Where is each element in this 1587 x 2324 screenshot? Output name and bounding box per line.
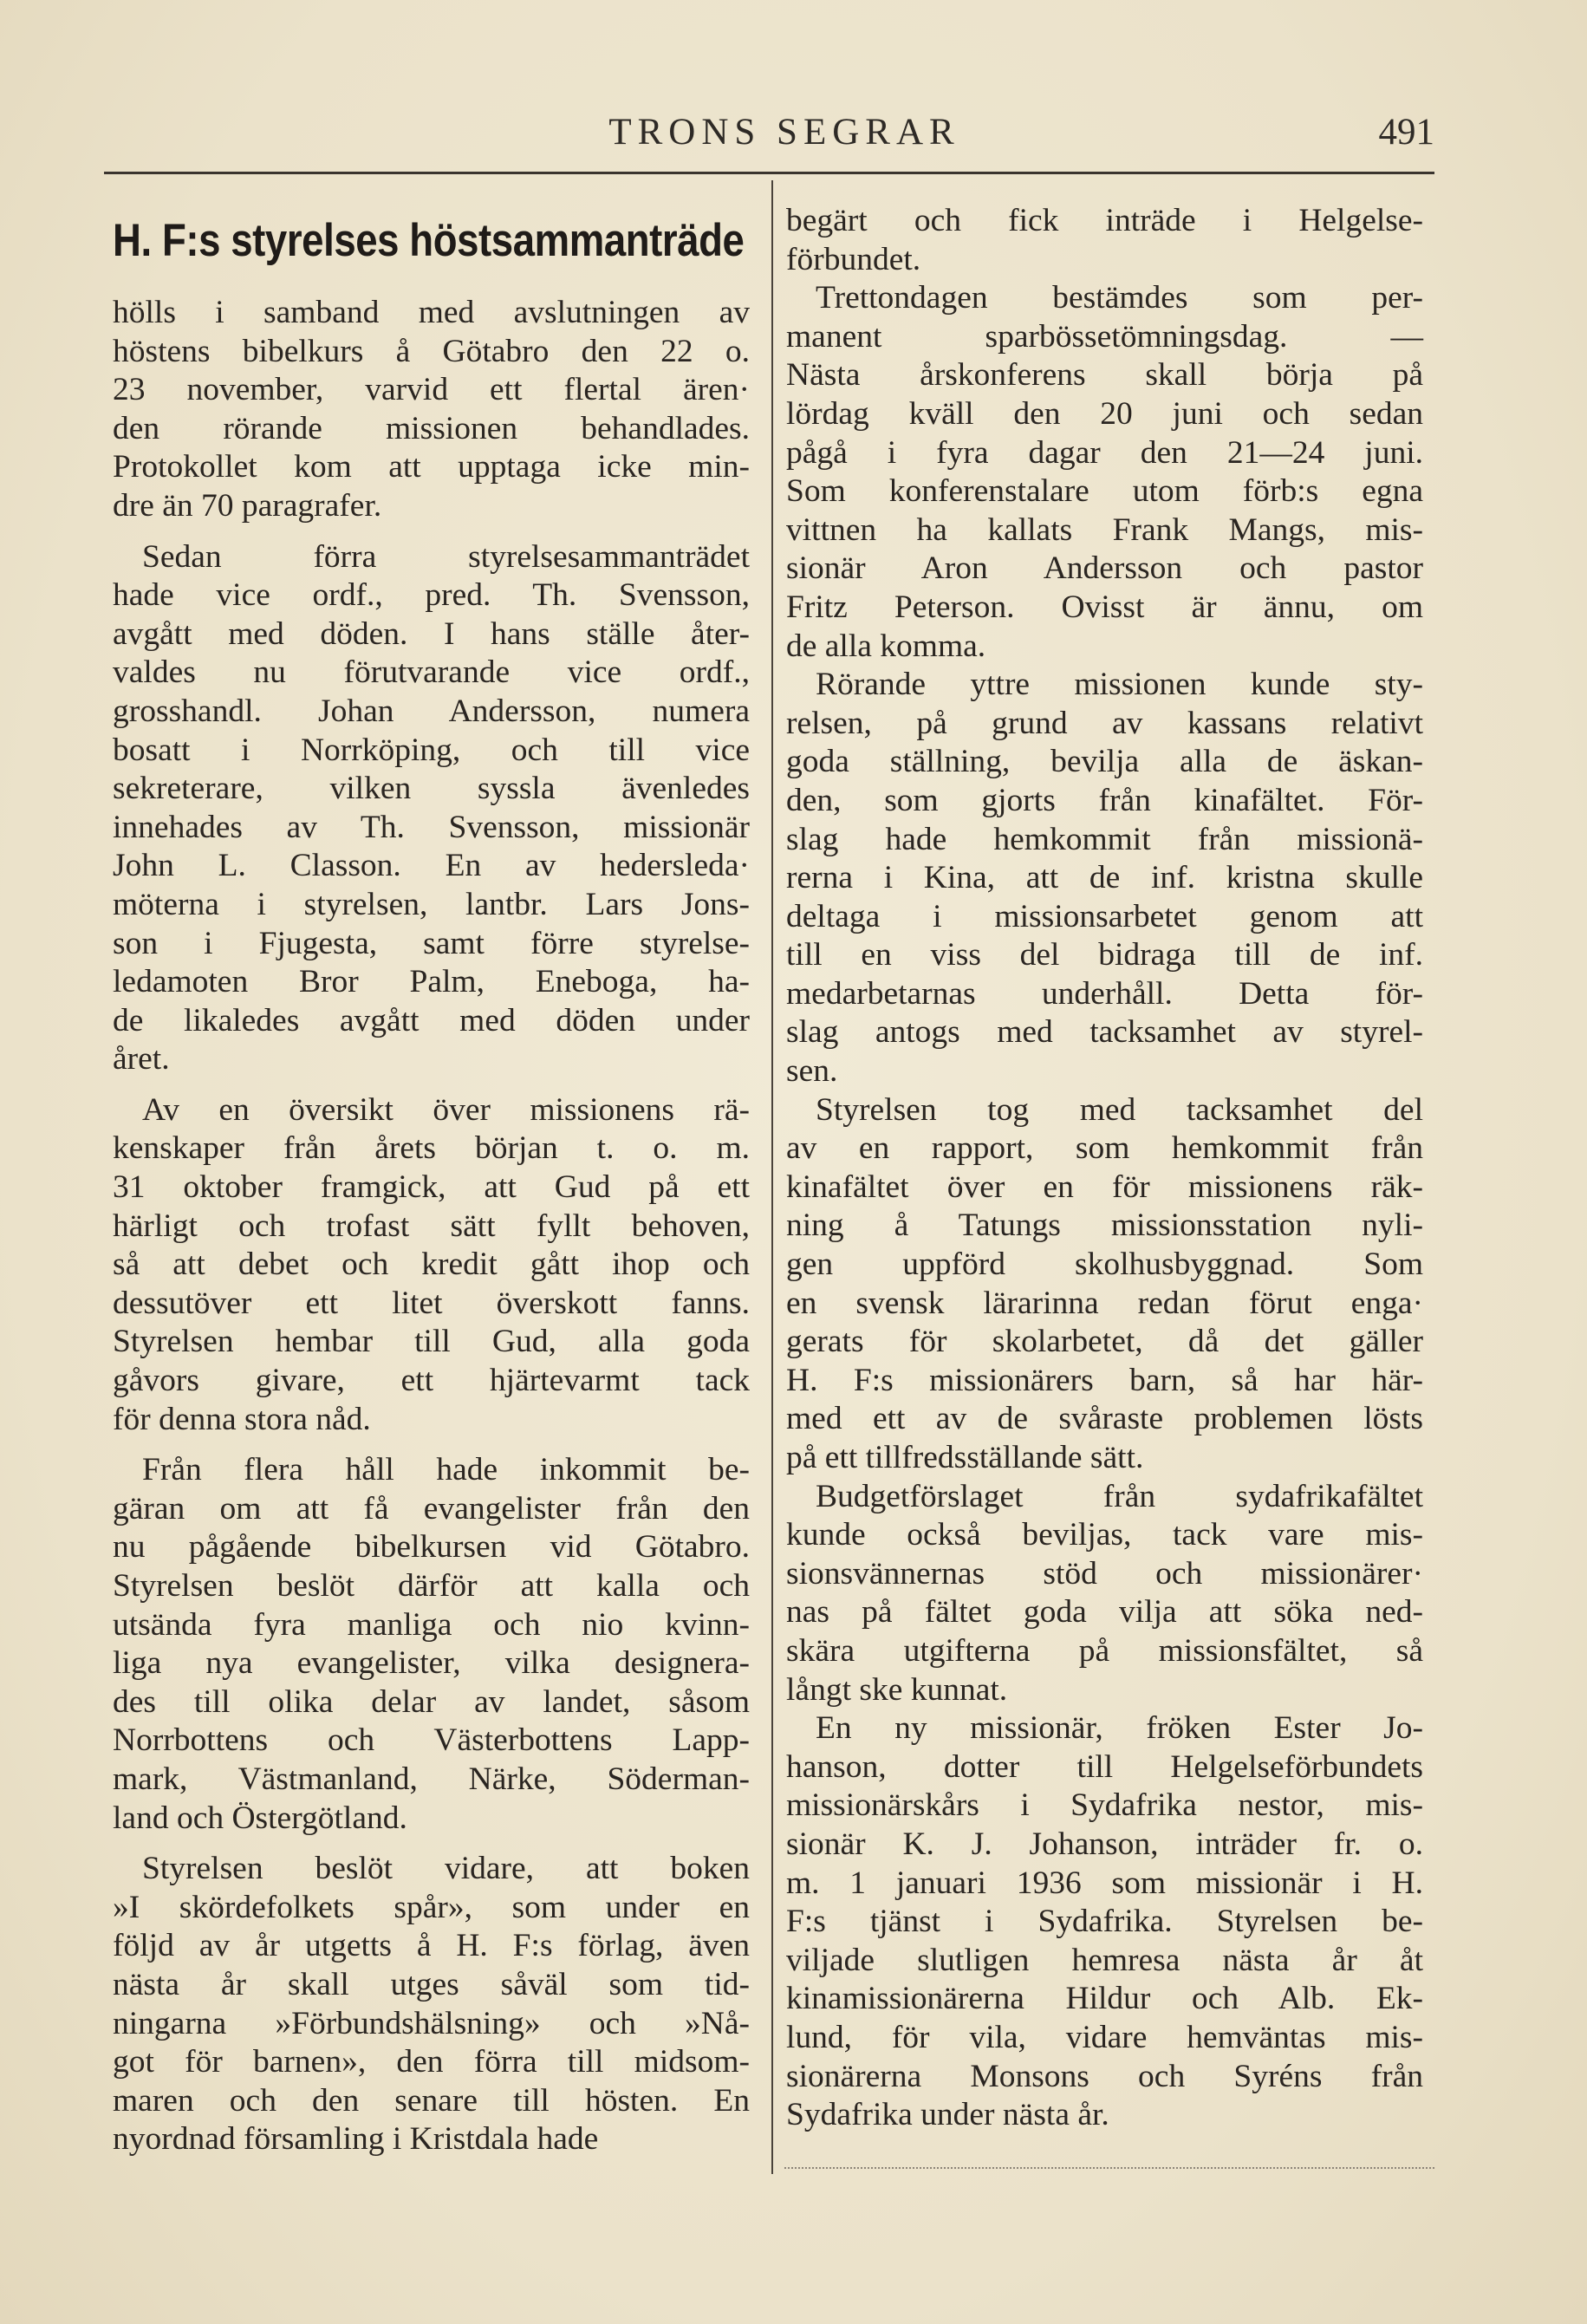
text-line: Protokollet kom att upptaga icke min- [113,449,750,485]
text-line: gåvors givare, ett hjärtevarmt tack [113,1363,750,1399]
text-line: medarbetarnas underhåll. Detta för- [786,975,1423,1012]
paragraph-gap [113,526,750,538]
text-line: nyordnad församling i Kristdala hade [113,2121,599,2158]
column-divider [771,180,773,2174]
text-line: kinafältet över en för missionens räk- [786,1169,1423,1205]
text-line: kinamissionärerna Hildur och Alb. Ek- [786,1981,1423,2017]
text-line: ning å Tatungs missionsstation nyli- [786,1208,1423,1244]
paragraph-gap [113,1439,750,1451]
text-line: sionsvännernas stöd och missionärer· [786,1555,1423,1592]
paragraph [113,538,750,1079]
text-line: härligt och trofast sätt fyllt behoven, [113,1208,750,1244]
text-line: land och Östergötland. [113,1800,407,1836]
bottom-dotted-rule [784,2167,1434,2169]
text-line: bosatt i Norrköping, och till vice [113,732,750,768]
text-line: de likaledes avgått med döden under [113,1002,750,1038]
paragraph [113,294,750,526]
text-line: höstens bibelkurs å Götabro den 22 o. [113,333,750,369]
article-heading: H. F:s styrelses höstsammanträde [113,215,745,266]
paragraph [786,1709,1423,2135]
text-line: sionärerna Monsons och Syréns från [786,2058,1423,2094]
text-line: dessutöver ett litet överskott fanns. [113,1285,750,1321]
text-line: goda ställning, bevilja alla de äskan- [786,744,1423,780]
text-line: med ett av de svåraste problemen lösts [786,1401,1423,1437]
text-line: F:s tjänst i Sydafrika. Styrelsen be- [786,1904,1423,1940]
text-line: lund, för vila, vidare hemväntas mis- [786,2019,1423,2055]
text-line: vittnen ha kallats Frank Mangs, mis- [786,511,1423,548]
text-line: lördag kväll den 20 juni och sedan [786,395,1423,432]
text-line: Sydafrika under nästa år. [786,2097,1109,2133]
text-line: slag hade hemkommit från missionä- [786,821,1423,857]
text-line: hölls i samband med avslutningen av [113,295,750,330]
text-line: året. [113,1041,170,1077]
text-line: sekreterare, vilken syssla ävenledes [113,771,750,807]
text-line: son i Fjugesta, samt förre styrelse- [113,925,750,961]
text-line: m. 1 januari 1936 som missionär i H. [786,1865,1423,1901]
text-line: Rörande yttre missionen kunde sty- [816,667,1423,703]
paragraph [786,1091,1423,1478]
text-line: så att debet och kredit gått ihop och [113,1247,750,1283]
text-line: maren och den senare till hösten. En [113,2082,750,2119]
text-line: hanson, dotter till Helgelseförbundets [786,1748,1423,1785]
text-line: grosshandl. Johan Andersson, numera [113,693,750,729]
text-line: en svensk lärarinna redan förut enga· [786,1285,1423,1321]
left-column-body [113,294,750,2159]
text-line: den rörande missionen behandlades. [113,410,750,446]
text-line: förbundet. [786,241,921,277]
paragraph-gap [113,1079,750,1091]
text-line: hade vice ordf., pred. Th. Svensson, [113,577,750,614]
text-line: Styrelsen beslöt vidare, att boken [142,1851,750,1887]
text-line: kenskaper från årets början t. o. m. [113,1130,750,1167]
text-line: skära utgifterna på missionsfältet, så [786,1632,1423,1669]
text-line: långt ske kunnat. [786,1671,1008,1708]
text-line: Trettondagen bestämdes som per- [816,280,1423,316]
paragraph-gap [113,1838,750,1850]
text-line: av en rapport, som hemkommit från [786,1130,1423,1167]
text-line: manent sparbössetömningsdag. — [786,318,1423,355]
text-line: H. F:s missionärers barn, så har här- [786,1362,1423,1398]
right-column [786,202,1423,2135]
text-line: Styrelsen beslöt därför att kalla och [113,1568,750,1604]
text-line: des till olika delar av landet, såsom [113,1683,750,1720]
text-line: de alla komma. [786,628,986,664]
text-line: sen. [786,1053,838,1090]
text-line: ledamoten Bror Palm, Eneboga, ha- [113,964,750,1000]
text-line: sionär Aron Andersson och pastor [786,550,1423,587]
text-line: nas på fältet goda vilja att söka ned- [786,1594,1423,1631]
text-line: valdes nu förutvarande vice ordf., [113,654,750,691]
text-line: mark, Västmanland, Närke, Söderman- [113,1761,750,1797]
text-line: liga nya evangelister, vilka designera- [113,1645,750,1682]
text-line: Budgetförslaget från sydafrikafältet [816,1478,1423,1514]
right-column-body [786,202,1423,2135]
text-line: 31 oktober framgick, att Gud på ett [113,1169,750,1206]
text-line: Norrbottens och Västerbottens Lapp- [113,1722,750,1759]
text-line: nästa år skall utges såväl som tid- [113,1966,750,2002]
text-line: Nästa årskonferens skall börja på [786,357,1423,394]
text-line: dre än 70 paragrafer. [113,487,382,524]
text-line: 23 november, varvid ett flertal ären· [113,372,750,408]
running-title: TRONS SEGRAR [608,112,960,153]
text-line: nu pågående bibelkursen vid Götabro. [113,1529,750,1566]
text-line: möterna i styrelsen, lantbr. Lars Jons- [113,886,750,922]
text-line: den, som gjorts från kinafältet. För- [786,782,1423,818]
paragraph [786,279,1423,666]
text-line: got för barnen», den förra till midsom- [113,2044,750,2080]
text-line: kunde också beviljas, tack vare mis- [786,1517,1423,1553]
paragraph [113,1091,750,1439]
text-line: rerna i Kina, att de inf. kristna skulle [786,860,1423,896]
text-line: relsen, på grund av kassans relativt [786,705,1423,741]
text-line: Av en översikt över missionens rä- [142,1091,750,1128]
text-line: utsända fyra manliga och nio kvinn- [113,1606,750,1643]
text-line: deltaga i missionsarbetet genom att [786,898,1423,934]
text-line: sionär K. J. Johanson, inträder fr. o. [786,1826,1423,1862]
text-line: missionärskårs i Sydafrika nestor, mis- [786,1787,1423,1824]
text-line: Från flera håll hade inkommit be- [142,1452,750,1488]
page-number: 491 [1378,112,1434,153]
paragraph [113,1451,750,1838]
text-line: till en viss del bidraga till de inf. [786,937,1423,973]
text-line: Sedan förra styrelsesammanträdet [142,538,750,575]
paragraph [786,202,1423,279]
text-line: slag antogs med tacksamhet av styrel- [786,1014,1423,1051]
left-column [113,186,750,2159]
header-rule [104,172,1434,174]
text-line: John L. Classon. En av hedersleda· [113,848,750,884]
paragraph [786,666,1423,1091]
text-line: ningarna »Förbundshälsning» och »Nå- [113,2005,750,2041]
text-line: pågå i fyra dagar den 21—24 juni. [786,434,1423,471]
text-line: innehades av Th. Svensson, missionär [113,809,750,845]
text-line: viljade slutligen hemresa nästa år åt [786,1942,1423,1978]
text-line: Styrelsen tog med tacksamhet del [816,1091,1423,1128]
paragraph [786,1478,1423,1710]
text-line: Styrelsen hembar till Gud, alla goda [113,1324,750,1360]
paragraph [113,1850,750,2159]
text-line: för denna stora nåd. [113,1401,371,1437]
text-line: följd av år utgetts å H. F:s förlag, även [113,1928,750,1964]
text-line: begärt och fick inträde i Helgelse- [786,203,1423,238]
text-line: på ett tillfredsställande sätt. [786,1440,1144,1475]
text-line: gen uppförd skolhusbyggnad. Som [786,1247,1423,1283]
text-line: Som konferenstalare utom förb:s egna [786,473,1423,510]
text-line: gäran om att få evangelister från den [113,1490,750,1527]
text-line: »I skördefolkets spår», som under en [113,1889,750,1925]
text-line: En ny missionär, fröken Ester Jo- [816,1710,1423,1747]
text-line: gerats för skolarbetet, då det gäller [786,1324,1423,1360]
running-head [0,111,1587,163]
text-line: avgått med döden. I hans ställe åter- [113,615,750,652]
text-line: Fritz Peterson. Ovisst är ännu, om [786,589,1423,625]
